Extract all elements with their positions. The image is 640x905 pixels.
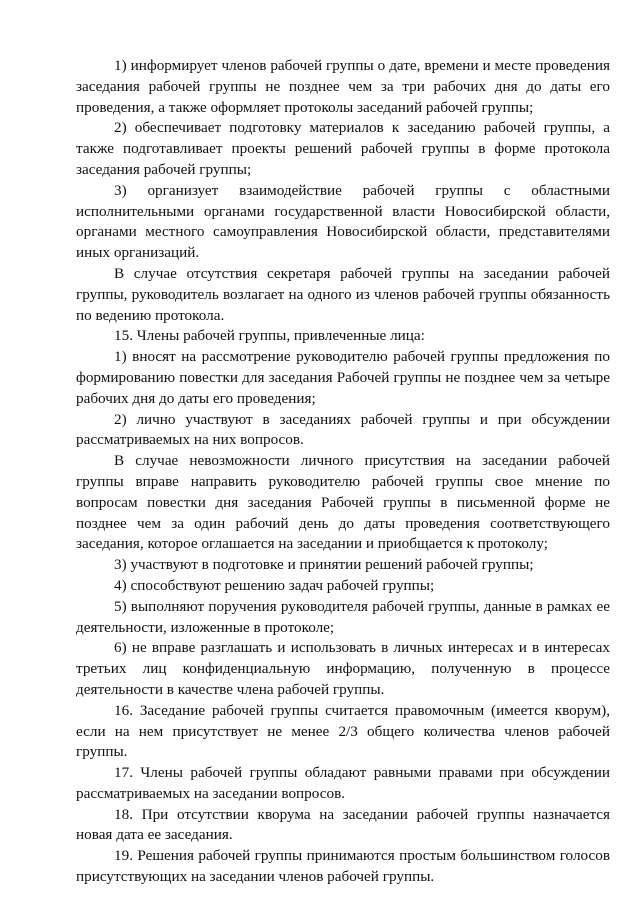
- paragraph-15-item-5: 5) выполняют поручения руководителя рабочей группы, данные в рамках ее деятельности, изложенные в протоколе;: [76, 597, 610, 636]
- paragraph-15-item-1: 1) вносят на рассмотрение руководителю рабочей группы предложения по формированию повестки для заседания Рабочей группы не позднее чем за четыре рабочих дня до даты его проведения;: [76, 348, 610, 407]
- document-page: [76, 56, 610, 888]
- paragraph-15-item-4: 4) способствуют решению задач рабочей группы;: [114, 576, 435, 594]
- paragraph-section-16: 16. Заседание рабочей группы считается правомочным (имеется кворум), если на нем присутствует не менее 2/3 общего количества членов рабочей группы.: [76, 701, 610, 761]
- paragraph-duty-3-organize: 3) организует взаимодействие рабочей группы с областными исполнительными органами государственной власти Новосибирской области, органами местного самоуправления Новосибирской области, представителями иных организаций.: [76, 181, 610, 262]
- paragraph-duty-1-inform: 1) информирует членов рабочей группы о дате, времени и месте проведения заседания рабочей группы не позднее чем за три рабочих дня до даты его проведения, а также оформляет протоколы заседаний рабочей группы;: [76, 57, 610, 116]
- paragraph-15-absence-opinion: В случае невозможности личного присутствия на заседании рабочей группы вправе направить руководителю рабочей группы свое мнение по вопросам повестки дня заседания Рабочей группы в письменной форме не позднее чем за один рабочий день до даты проведения соответствующего заседания, которое оглашается на заседании и приобщается к протоколу;: [76, 452, 610, 553]
- paragraph-section-18: 18. При отсутствии кворума на заседании рабочей группы назначается новая дата ее заседания.: [76, 805, 610, 844]
- paragraph-section-15: 15. Члены рабочей группы, привлеченные лица:: [114, 327, 425, 345]
- paragraph-15-item-6: 6) не вправе разглашать и использовать в личных интересах и в интересах третьих лиц конфиденциальную информацию, полученную в процессе деятельности в качестве члена рабочей группы.: [76, 639, 610, 698]
- paragraph-section-19: 19. Решения рабочей группы принимаются простым большинством голосов присутствующих на заседании членов рабочей группы.: [76, 847, 610, 886]
- paragraph-15-item-3: 3) участвуют в подготовке и принятии решений рабочей группы;: [114, 556, 534, 574]
- paragraph-section-17: 17. Члены рабочей группы обладают равными правами при обсуждении рассматриваемых на заседании вопросов.: [76, 764, 610, 802]
- paragraph-duty-2-prepare: 2) обеспечивает подготовку материалов к заседанию рабочей группы, а также подготавливает проекты решений рабочей группы в форме протокола заседания рабочей группы;: [76, 119, 610, 178]
- paragraph-15-item-2: 2) лично участвуют в заседаниях рабочей группы и при обсуждении рассматриваемых на них вопросов.: [76, 410, 610, 449]
- paragraph-secretary-absence: В случае отсутствия секретаря рабочей группы на заседании рабочей группы, руководитель возлагает на одного из членов рабочей группы обязанность по ведению протокола.: [76, 264, 610, 324]
